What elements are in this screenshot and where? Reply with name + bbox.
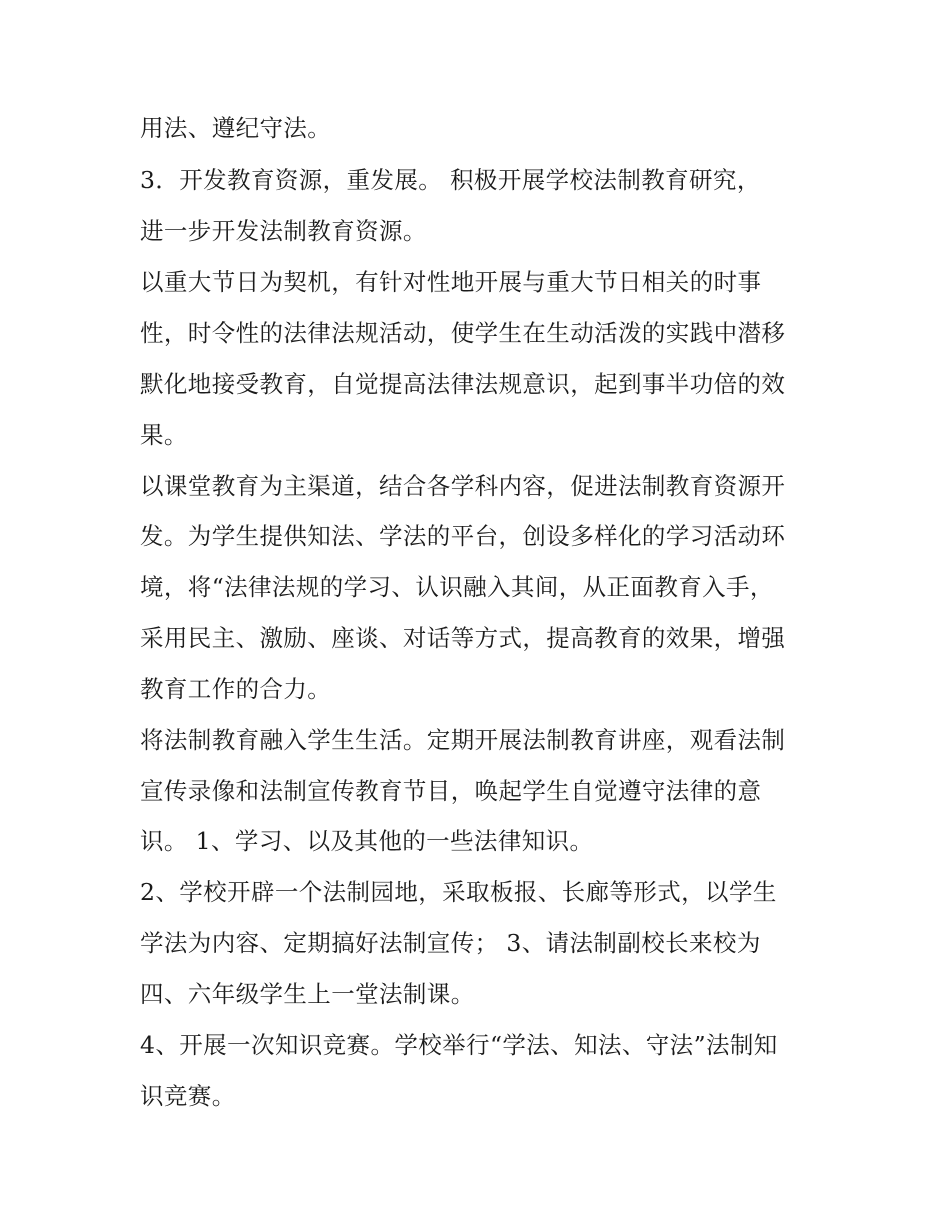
text-line: 2、学校开辟一个法制园地，采取板报、长廊等形式，以学生	[140, 878, 777, 906]
text-line: 采用民主、激励、座谈、对话等方式，提高教育的效果，增强	[140, 624, 786, 652]
text-line: 以重大节日为契机，有针对性地开展与重大节日相关的时事	[140, 268, 762, 296]
text-line: 将法制教育融入学生生活。定期开展法制教育讲座，观看法制	[140, 726, 786, 754]
text-line: 识竞赛。	[140, 1082, 236, 1110]
text-line: 四、六年级学生上一堂法制课。	[140, 980, 475, 1008]
text-line: 3．开发教育资源，重发展。 积极开展学校法制教育研究，	[140, 166, 761, 194]
text-line: 进一步开发法制教育资源。	[140, 217, 427, 245]
text-line: 默化地接受教育，自觉提高法律法规意识，起到事半功倍的效	[140, 370, 786, 398]
text-line: 4、开展一次知识竞赛。学校举行“学法、知法、守法”法制知	[140, 1031, 778, 1059]
text-line: 用法、遵纪守法。	[140, 114, 332, 142]
text-line: 教育工作的合力。	[140, 675, 332, 703]
text-line: 识。 1、学习、以及其他的一些法律知识。	[140, 827, 594, 855]
text-line: 以课堂教育为主渠道，结合各学科内容，促进法制教育资源开	[140, 472, 786, 500]
text-line: 发。为学生提供知法、学法的平台，创设多样化的学习活动环	[140, 522, 786, 550]
text-line: 性，时令性的法律法规活动，使学生在生动活泼的实践中潜移	[140, 319, 786, 347]
text-line: 宣传录像和法制宣传教育节目，唤起学生自觉遵守法律的意	[140, 777, 762, 805]
text-line: 果。	[140, 421, 188, 449]
text-line: 学法为内容、定期搞好法制宣传； 3、请法制副校长来校为	[140, 929, 761, 957]
text-line: 境，将“法律法规的学习、认识融入其间，从正面教育入手，	[140, 573, 774, 601]
